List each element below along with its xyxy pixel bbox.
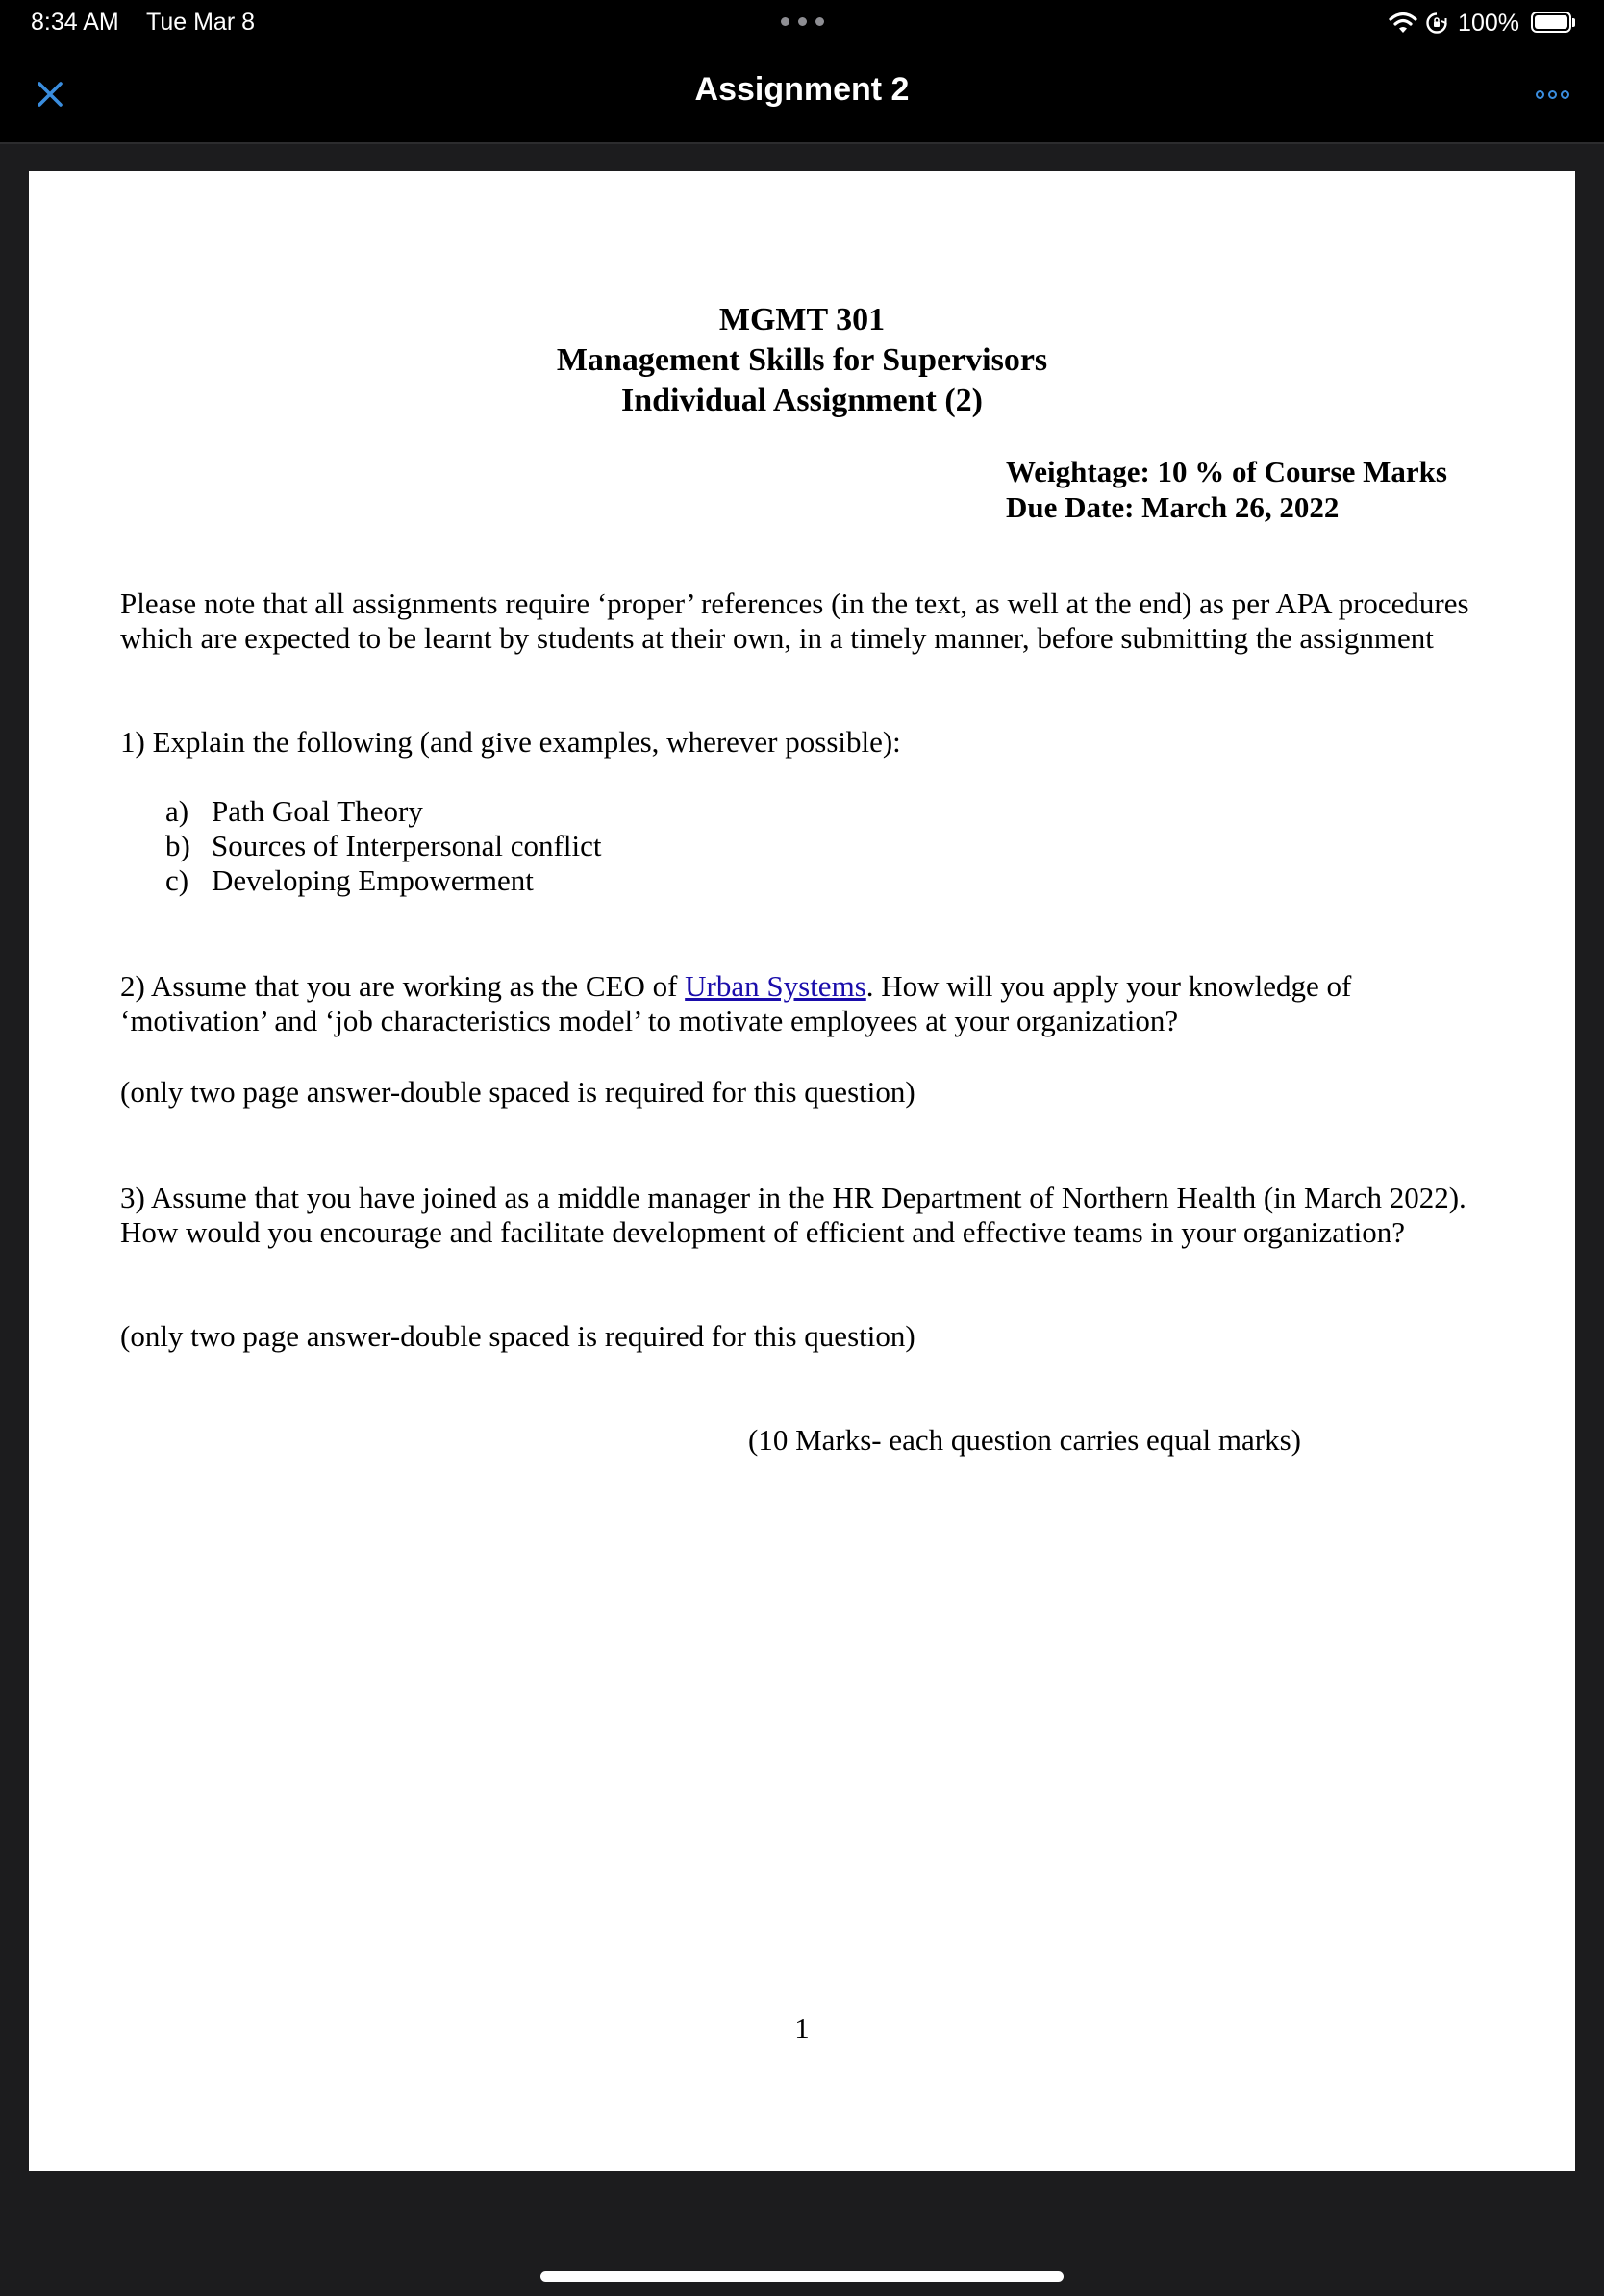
- navigation-bar: [0, 46, 1604, 144]
- status-date: Tue Mar 8: [146, 9, 256, 36]
- question-1-list: [165, 794, 601, 898]
- weightage: Weightage: 10 % of Course Marks: [1006, 455, 1447, 488]
- battery-icon: [1531, 12, 1577, 35]
- document-header: [29, 300, 1575, 421]
- multitasking-dots-icon[interactable]: [781, 10, 825, 33]
- more-button[interactable]: [1533, 79, 1581, 112]
- battery-percent: 100%: [1458, 9, 1519, 37]
- urban-systems-link[interactable]: Urban Systems: [685, 969, 866, 1003]
- course-title: Management Skills for Supervisors: [556, 342, 1048, 378]
- question-2-text-start: 2) Assume that you are working as the CEO of: [120, 969, 686, 1003]
- list-item: [165, 863, 601, 898]
- list-item: [165, 794, 601, 829]
- question-3-note: (only two page answer-double spaced is required for this question): [120, 1319, 915, 1353]
- question-3: 3) Assume that you have joined as a middle manager in the HR Department of Northern Health (in March 2022). How would you encourage and facilitate development of efficient and effective teams in your organization?: [120, 1181, 1466, 1249]
- list-marker: b): [165, 829, 190, 862]
- orientation-lock-icon: [1425, 12, 1448, 35]
- assignment-title: Individual Assignment (2): [621, 383, 983, 418]
- wifi-icon: [1389, 12, 1417, 35]
- course-code: MGMT 301: [718, 302, 886, 337]
- page-title: Assignment 2: [694, 71, 910, 108]
- list-item: [165, 829, 601, 863]
- question-2-text-end: . How will you apply your knowledge of ‘motivation’ and ‘job characteristics model’ to motivate employees at your organization?: [120, 969, 1352, 1037]
- marks-note: (10 Marks- each question carries equal marks): [748, 1423, 1301, 1457]
- more-icon: [1536, 90, 1544, 99]
- status-indicators: [1389, 8, 1577, 38]
- assignment-meta: [1006, 454, 1447, 525]
- question-2: [120, 969, 1466, 1038]
- question-2-note: (only two page answer-double spaced is required for this question): [120, 1075, 915, 1109]
- home-indicator[interactable]: [540, 2271, 1064, 2282]
- status-time: 8:34 AM: [31, 9, 119, 36]
- list-marker: c): [165, 863, 189, 897]
- list-item-text: Developing Empowerment: [212, 863, 534, 897]
- page-number: 1: [794, 2011, 810, 2045]
- list-item-text: Path Goal Theory: [212, 794, 423, 828]
- list-marker: a): [165, 794, 189, 828]
- list-item-text: Sources of Interpersonal conflict: [212, 829, 602, 862]
- due-date: Due Date: March 26, 2022: [1006, 490, 1340, 524]
- intro-paragraph: Please note that all assignments require ‘proper’ references (in the text, as well at the end) as per APA procedures which are expected to be learnt by students at their own, in a timely manner, before submitting the assignment: [120, 586, 1469, 655]
- status-bar: [0, 0, 1604, 46]
- question-1: 1) Explain the following (and give examples, wherever possible):: [120, 725, 901, 759]
- document-page: [29, 171, 1575, 2171]
